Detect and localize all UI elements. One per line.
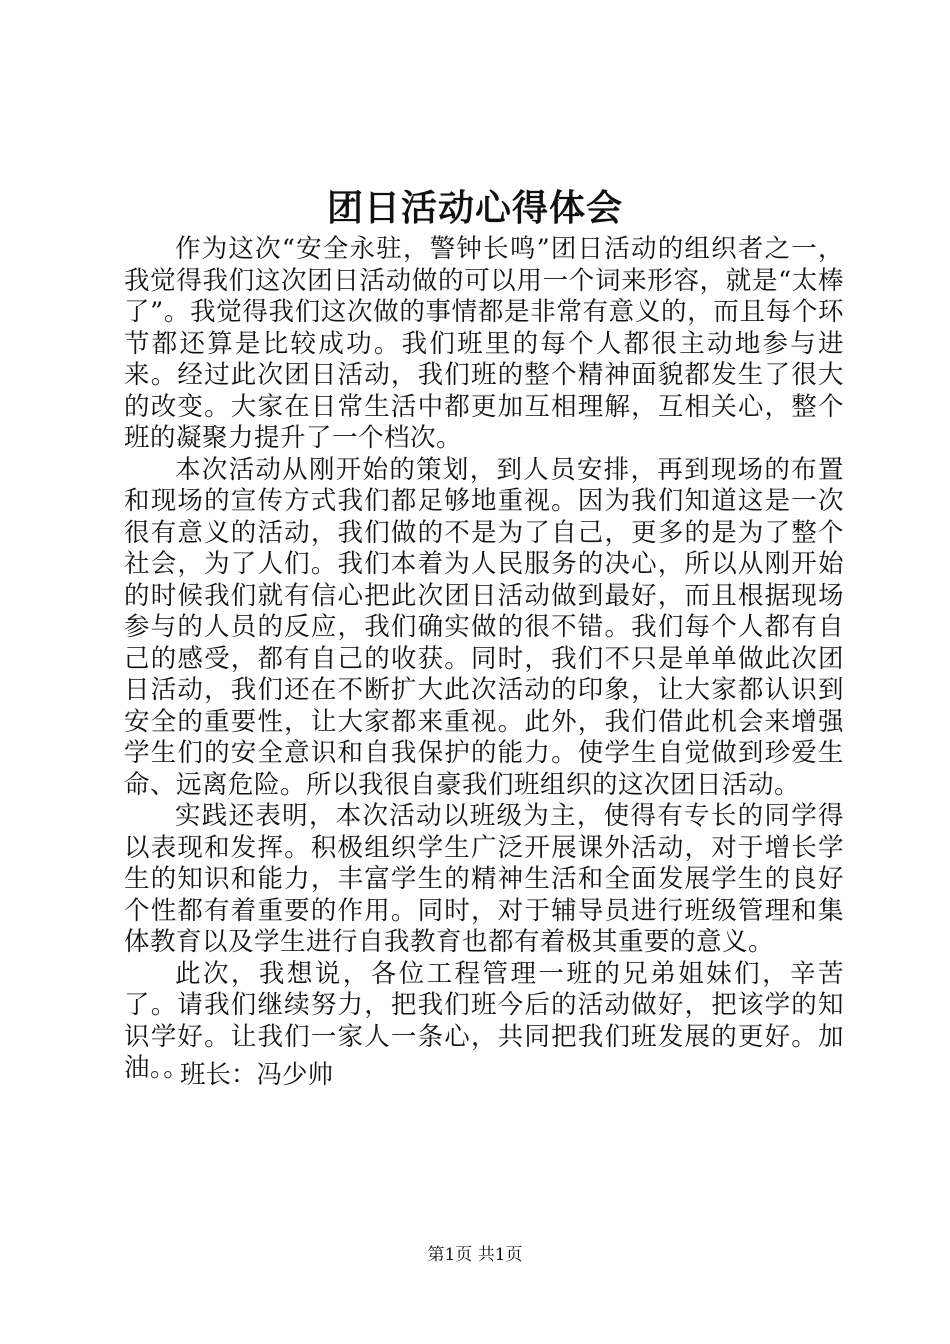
signature: 班长：冯少帅: [180, 1060, 334, 1090]
document-body: [124, 234, 844, 1085]
document-title: 团日活动心得体会: [326, 187, 623, 229]
paragraph-4: 此次，我想说，各位工程管理一班的兄弟姐妹们，辛苦了。请我们继续努力，把我们班今后的活动做好，把该学的知识学好。让我们一家人一条心，共同把我们班发展的更好。加油。。: [124, 958, 844, 1083]
page-footer: 第1页 共1页: [427, 1245, 523, 1265]
paragraph-3: 实践还表明，本次活动以班级为主，使得有专长的同学得以表现和发挥。积极组织学生广泛开展课外活动，对于增长学生的知识和能力，丰富学生的精神生活和全面发展学生的良好个性都有着重要的作用。同时，对于辅导员进行班级管理和集体教育以及学生进行自我教育也都有着极其重要的意义。: [124, 801, 844, 957]
paragraph-2: 本次活动从刚开始的策划，到人员安排，再到现场的布置和现场的宣传方式我们都足够地重视。因为我们知道这是一次很有意义的活动，我们做的不是为了自己，更多的是为了整个社会，为了人们。我们本着为人民服务的决心，所以从刚开始的时候我们就有信心把此次团日活动做到最好，而且根据现场参与的人员的反应，我们确实做的很不错。我们每个人都有自己的感受，都有自己的收获。同时，我们不只是单单做此次团日活动，我们还在不断扩大此次活动的印象，让大家都认识到安全的重要性，让大家都来重视。此外，我们借此机会来增强学生们的安全意识和自我保护的能力。使学生自觉做到珍爱生命、远离危险。所以我很自豪我们班组织的这次团日活动。: [124, 454, 844, 800]
paragraph-1: 作为这次“安全永驻，警钟长鸣”团日活动的组织者之一，我觉得我们这次团日活动做的可以用一个词来形容，就是“太棒了”。我觉得我们这次做的事情都是非常有意义的，而且每个环节都还算是比较成功。我们班里的每个人都很主动地参与进来。经过此次团日活动，我们班的整个精神面貌都发生了很大的改变。大家在日常生活中都更加互相理解，互相关心，整个班的凝聚力提升了一个档次。: [124, 234, 844, 453]
